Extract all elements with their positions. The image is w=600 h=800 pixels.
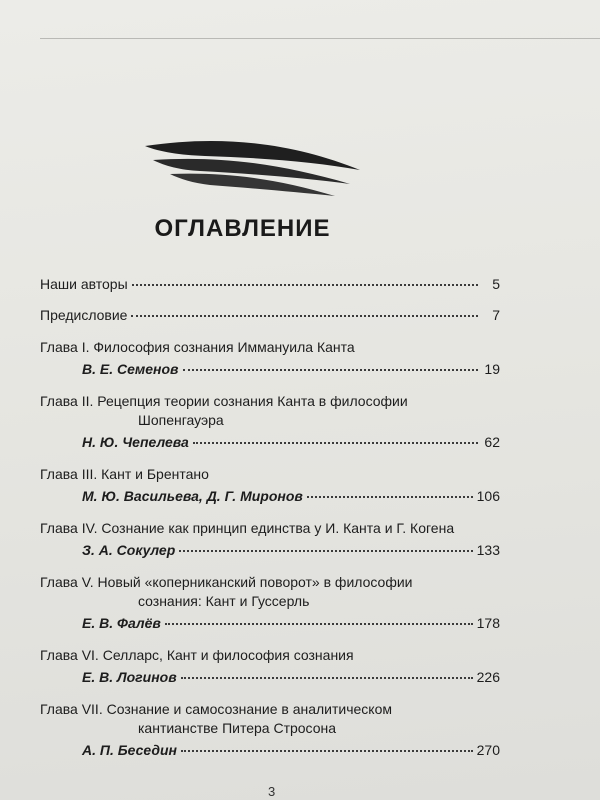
chapter-title-line: Глава II. Рецепция теории сознания Канта в философии (40, 393, 408, 409)
dot-leader (181, 676, 473, 679)
dot-leader (193, 441, 478, 444)
toc-line (40, 307, 500, 323)
toc-page-number: 133 (476, 542, 500, 558)
chapter-author: В. Е. Семенов (82, 361, 179, 377)
chapter-author-line (40, 615, 500, 631)
toc-page-number: 226 (476, 669, 500, 685)
toc-chapter-entry[interactable] (40, 700, 500, 758)
chapter-author: А. П. Беседин (82, 742, 178, 758)
toc-page-number: 62 (484, 434, 500, 450)
dot-leader (181, 749, 473, 752)
chapter-title (40, 338, 500, 357)
toc-page-number: 19 (484, 361, 500, 377)
toc-page-number: 106 (476, 488, 500, 504)
chapter-title-line: Глава I. Философия сознания Иммануила Канта (40, 339, 355, 355)
chapter-author-line (40, 542, 500, 558)
chapter-title (40, 700, 500, 738)
dot-leader (131, 314, 478, 317)
page-title: ОГЛАВЛЕНИЕ (154, 215, 331, 242)
chapter-title-line: Глава V. Новый «коперниканский поворот» в философии (40, 574, 413, 590)
toc-chapter-entry[interactable] (40, 465, 500, 504)
chapter-title (40, 392, 500, 430)
chapter-author-line (40, 488, 500, 504)
chapter-title-line: Глава IV. Сознание как принцип единства у И. Канта и Г. Когена (40, 520, 455, 536)
toc-chapter-entry[interactable] (40, 646, 500, 685)
chapter-title (40, 465, 500, 484)
chapter-author-line (40, 361, 500, 377)
chapter-author: З. А. Сокулер (82, 542, 176, 558)
dot-leader (165, 622, 473, 625)
toc-line (40, 276, 500, 292)
dot-leader (132, 283, 478, 286)
chapter-title (40, 573, 500, 611)
toc-chapter-entry[interactable] (40, 519, 500, 558)
chapter-author: Н. Ю. Чепелева (82, 434, 189, 450)
chapter-author: М. Ю. Васильева, Д. Г. Миронов (82, 488, 303, 504)
dot-leader (179, 549, 472, 552)
chapter-title (40, 519, 500, 538)
top-divider (40, 38, 600, 39)
dot-leader (307, 495, 473, 498)
chapter-title-continuation: Шопенгауэра (138, 412, 224, 428)
toc-page-number: 5 (492, 276, 500, 292)
toc-entry[interactable] (40, 276, 500, 292)
toc-chapter-entry[interactable] (40, 573, 500, 631)
table-of-contents (40, 276, 500, 773)
toc-chapter-entry[interactable] (40, 338, 500, 377)
chapter-title-continuation: сознания: Кант и Гуссерль (138, 593, 310, 609)
chapter-author: Е. В. Фалёв (82, 615, 161, 631)
toc-page-number: 270 (476, 742, 500, 758)
toc-chapter-entry[interactable] (40, 392, 500, 450)
chapter-title-line: Глава VII. Сознание и самосознание в аналитическом (40, 701, 392, 717)
chapter-title-line: Глава III. Кант и Брентано (40, 466, 209, 482)
toc-entry[interactable] (40, 307, 500, 323)
chapter-title (40, 646, 500, 665)
swoosh-ornament-icon (145, 138, 360, 198)
page-number: 3 (268, 784, 276, 799)
chapter-author: Е. В. Логинов (82, 669, 177, 685)
toc-entry-title: Предисловие (40, 307, 128, 323)
chapter-author-line (40, 669, 500, 685)
toc-page-number: 178 (476, 615, 500, 631)
chapter-title-line: Глава VI. Селларс, Кант и философия сознания (40, 647, 354, 663)
toc-entry-title: Наши авторы (40, 276, 128, 292)
chapter-title-continuation: кантианстве Питера Стросона (138, 720, 337, 736)
chapter-author-line (40, 742, 500, 758)
dot-leader (183, 368, 478, 371)
toc-page-number: 7 (492, 307, 500, 323)
chapter-author-line (40, 434, 500, 450)
